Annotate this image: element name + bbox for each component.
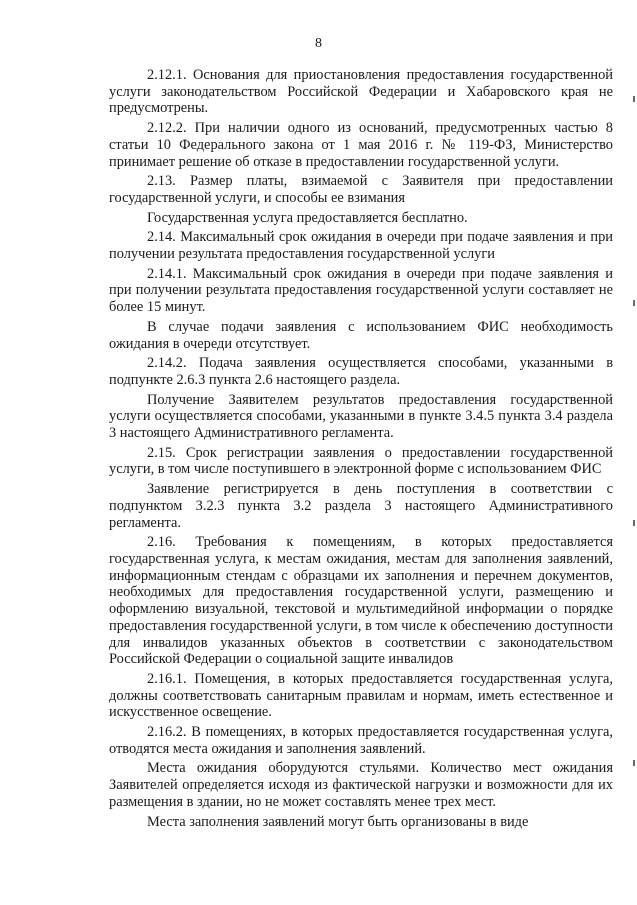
paragraph-result-receipt: Получение Заявителем результатов предоставления государственной услуги осуществляется способами, указанными в пункте 3.4.5 пункта 3.4 раздела 3 настоящего Административного регламента. [109,391,613,442]
scan-edge-mark [633,300,635,306]
paragraph-2-16-2: 2.16.2. В помещениях, в которых предоставляется государственная услуга, отводятся места ожидания и заполнения заявлений. [109,724,613,757]
page-number: 8 [315,36,322,51]
heading-2-15: 2.15. Срок регистрации заявления о предоставлении государственной услуги, в том числе поступившего в электронной форме с использованием ФИС [109,444,613,478]
paragraph-free-of-charge: Государственная услуга предоставляется бесплатно. [147,209,468,226]
scan-edge-mark [633,760,635,766]
paragraph-registration-day: Заявление регистрируется в день поступления в соответствии с подпунктом 3.2.3 пункта 3.2 раздела 3 настоящего Административного регламента. [109,481,613,531]
paragraph-2-14-1: 2.14.1. Максимальный срок ожидания в очереди при подаче заявления и при получении результата предоставления государственной услуги составляет не более 15 минут. [109,265,613,316]
paragraph-2-14-2: 2.14.2. Подача заявления осуществляется способами, указанными в подпункте 2.6.3 пункта 2.6 настоящего раздела. [109,355,613,388]
heading-2-13: 2.13. Размер платы, взимаемой с Заявителя при предоставлении государственной услуги, и способы ее взимания [109,173,613,206]
scan-edge-mark [633,520,635,526]
paragraph-2-12-1: 2.12.1. Основания для приостановления предоставления государственной услуги законодательством Российской Федерации и Хабаровского края не предусмотрены. [109,67,613,117]
paragraph-fis-no-queue: В случае подачи заявления с использованием ФИС необходимость ожидания в очереди отсутствует. [109,318,613,352]
heading-2-16: 2.16. Требования к помещениям, в которых предоставляется государственная услуга, к местам ожидания, местам для заполнения заявлений, информационным стендам с образцами их заполнения и перечнем документов, необходимых для предоставления государственной услуги, размещению и оформлению визуальной, текстовой и мультимедийной информации о порядке предоставления государственной услуги, в том числе к обеспечению доступности для инвалидов указанных объектов в соответствии с законодательством Российской Федерации о социальной защите инвалидов [109,534,613,668]
paragraph-waiting-places: Места ожидания оборудуются стульями. Количество мест ожидания Заявителей определяется исходя из фактической нагрузки и возможности для их размещения в здании, но не может составлять менее трех мест. [109,760,613,810]
paragraph-filling-places: Места заполнения заявлений могут быть организованы в виде [147,813,529,830]
scan-edge-mark [633,96,635,102]
heading-2-14: 2.14. Максимальный срок ожидания в очереди при подаче заявления и при получении результата предоставления государственной услуги [109,229,613,263]
document-body [109,67,613,833]
paragraph-2-16-1: 2.16.1. Помещения, в которых предоставляется государственная услуга, должны соответствовать санитарным правилам и нормам, иметь естественное и искусственное освещение. [109,670,613,721]
paragraph-2-12-2: 2.12.2. При наличии одного из оснований, предусмотренных частью 8 статьи 10 Федерального закона от 1 мая 2016 г. № 119-ФЗ, Министерство принимает решение об отказе в предоставлении государственной услуги. [109,120,613,170]
